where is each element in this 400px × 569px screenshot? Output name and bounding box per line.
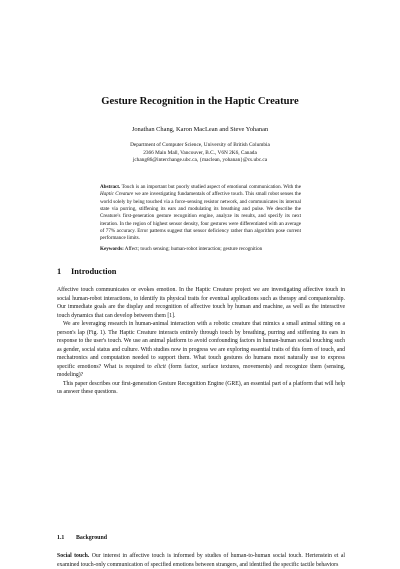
section-title: Introduction [71, 267, 117, 276]
affiliation-department: Department of Computer Science, University of British Columbia [130, 142, 270, 148]
section-heading-introduction [57, 267, 116, 276]
keywords-text: Affect; touch sensing; human-robot interaction; gesture recognition [123, 245, 263, 252]
author-list: Jonathan Chang, Karon MacLean and Steve Yohanan [131, 126, 269, 133]
abstract-text-part2: we are investigating fundamentals of affective touch. This small robot senses the world solely by being touched via a force-sensing resistor network, and communicates its internal state via purring, stiffening its ears and modulating its breathing and pulse. We describe the Creature's first-generation gesture recognition engine, analyze its results, and specify its next iteration. In the region of highest sensor density, four gestures were differentiated with an average of 77% accuracy. Error patterns suggest that sensor deficiency rather than algorithm pose current performance limits. [100, 191, 301, 242]
keywords [100, 246, 301, 253]
background-run-in-label: Social touch. [57, 553, 90, 559]
affiliation-address: 2366 Main Mall, Vancouver, B.C., V6N 2K6, Canada [143, 149, 257, 156]
intro-paragraph-3: This paper describes our first-generation Gesture Recognition Engine (GRE), an essential part of a platform that will help us answer these questions. [57, 380, 345, 395]
abstract-italic: Haptic Creature [100, 191, 134, 198]
introduction-body [57, 286, 345, 397]
intro-paragraph-2-part2: (form factor, surface textures, movements) and recognize them (sensing, modeling)? [57, 363, 346, 378]
intro-paragraph-2-part1: We are leveraging research in human-animal interaction with a robotic creature that mimics a small animal sitting on a person's lap (Fig. 1). The Haptic Creature interacts entirely through touch by breathing, purring and stiffening its ears in response to the user's touch. We use an animal platform to avoid confounding factors in human-human social touching such as gender, social status and culture. With studies now in progress we are exploring essential traits of this form of touch, and mechatronics and computation needed to support them. What touch gestures do humans most naturally use to express specific emotions? What is required to [57, 321, 345, 370]
keywords-label: Keywords: [100, 245, 124, 252]
intro-paragraph-1: Affective touch communicates or evokes emotion. In the Haptic Creature project we are investigating affective touch in social human-robot interactions, to identify its physical traits for eventual applications such as therapy and companionship. Our immediate goals are the display and recognition of affective touch by human and machine, as well as the interactive touch dynamics that can develop between them [1]. [57, 287, 345, 319]
abstract-paragraph [100, 184, 301, 243]
affiliation-block [0, 142, 400, 165]
intro-paragraph-2-italic: elicit [154, 363, 166, 370]
subsection-title: Background [76, 535, 107, 541]
background-body [57, 552, 345, 569]
affiliation-emails: jchang86@interchange.ubc.ca, {maclean, yohanan}@cs.ubc.ca [132, 157, 268, 164]
abstract-text-part1: Touch is an important but poorly studied aspect of emotional communication. With the [120, 184, 301, 190]
abstract [100, 184, 301, 253]
subsection-number: 1.1 [57, 535, 65, 541]
subsection-heading-background [57, 535, 107, 541]
intro-paragraph-2 [57, 320, 345, 380]
background-paragraph [57, 552, 345, 569]
background-text: Our interest in affective touch is informed by studies of human-to-human social touch. Hertenstein et al examined touch-only communication of specified emotions between strangers, and identified the specific tactile behaviors [57, 553, 346, 568]
paper-title: Gesture Recognition in the Haptic Creature [101, 96, 299, 107]
section-number: 1 [57, 267, 62, 276]
abstract-label: Abstract. [100, 184, 121, 190]
